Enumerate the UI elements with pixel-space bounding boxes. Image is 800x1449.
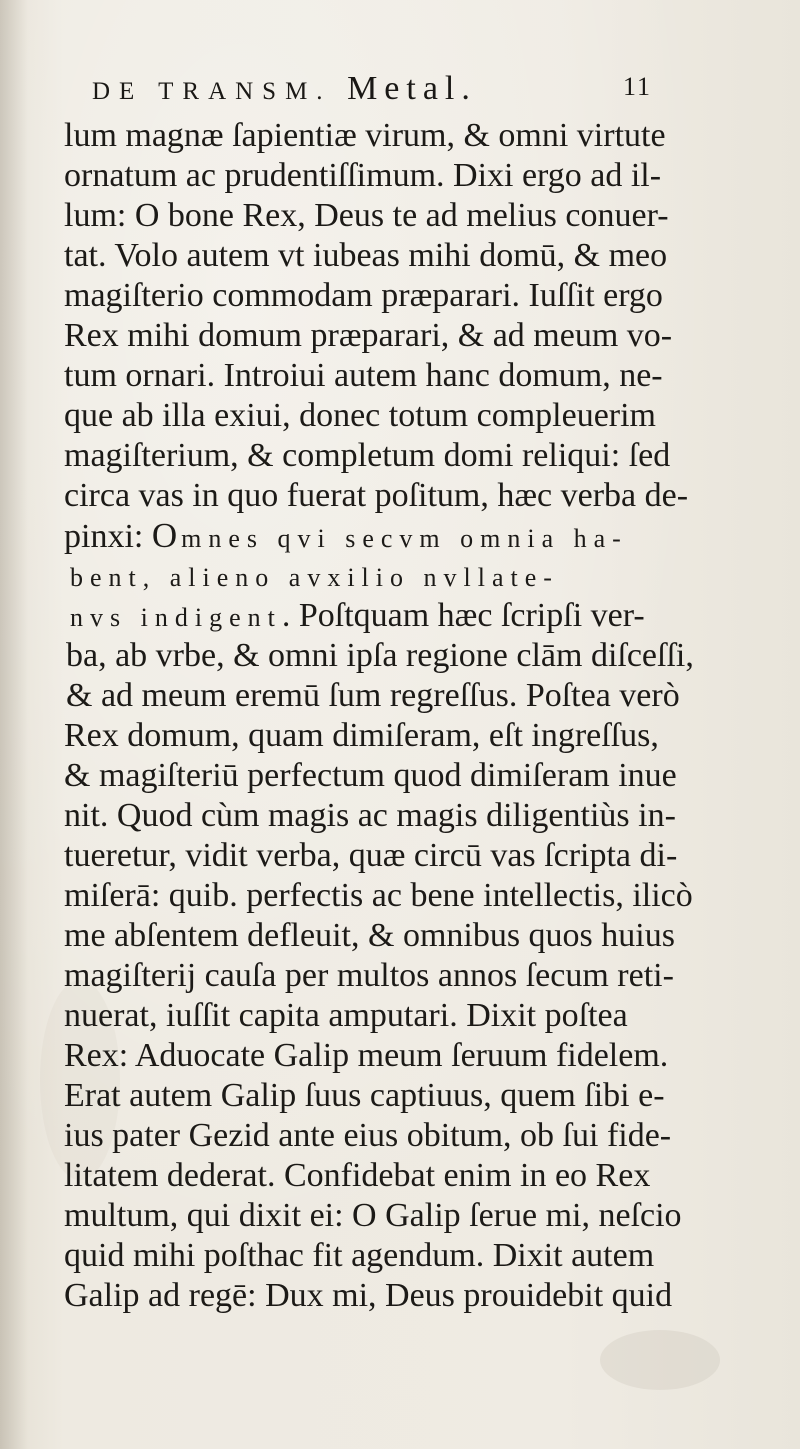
small-caps-text: mnes qvi secvm omnia ha- — [181, 524, 628, 553]
text-line: litatem dederat. Confidebat enim in eo Rex — [64, 1157, 651, 1194]
text-line: ius pater Gezid ante eius obitum, ob ſui fide- — [64, 1117, 672, 1154]
text-line: miſerā: quib. perfectis ac bene intellectis, ilicò — [64, 877, 693, 914]
text-line: tueretur, vidit verba, quæ circū vas ſcripta di- — [64, 837, 678, 874]
text-line: magiſterij cauſa per multos annos ſecum reti- — [64, 957, 674, 994]
small-caps-text: bent, alieno avxilio nvllate- — [70, 563, 559, 592]
text-line: Erat autem Galip ſuus captiuus, quem ſibi e- — [64, 1077, 665, 1114]
text-line: Rex domum, quam dimiſeram, eſt ingreſſus, — [64, 717, 659, 754]
text-line: me abſentem defleuit, & omnibus quos huius — [64, 917, 675, 954]
text-line: lum magnæ ſapientiæ virum, & omni virtute — [64, 117, 666, 154]
text-line: magiſterium, & completum domi reliqui: ſed — [64, 437, 671, 474]
text-line-small-caps — [70, 596, 645, 636]
text-line: tat. Volo autem vt iubeas mihi domū, & meo — [64, 237, 668, 274]
text-line: ba, ab vrbe, & omni ipſa regione clām diſceſſi, — [66, 637, 694, 674]
running-head — [92, 70, 652, 120]
text-line: Galip ad regē: Dux mi, Deus prouidebit quid — [64, 1277, 673, 1314]
text-line-small-caps — [64, 516, 628, 556]
running-head-prefix: DE TRANSM. — [92, 78, 332, 105]
text-line: lum: O bone Rex, Deus te ad melius conuer- — [64, 197, 669, 234]
text-line: multum, qui dixit ei: O Galip ſerue mi, neſcio — [64, 1197, 682, 1234]
text-line: quid mihi poſthac fit agendum. Dixit autem — [64, 1237, 655, 1274]
gutter-shadow — [0, 0, 28, 1449]
text-line: nuerat, iuſſit capita amputari. Dixit poſtea — [64, 997, 628, 1034]
initial-capital: O — [151, 516, 182, 555]
text-segment: . Poſtquam hæc ſcripſi ver- — [281, 597, 645, 634]
running-head-title: Metal. — [347, 70, 477, 107]
text-line: & magiſteriū perfectum quod dimiſeram inue — [64, 757, 677, 794]
page-number: 11 — [622, 72, 652, 101]
text-line: circa vas in quo fuerat poſitum, hæc verba de- — [64, 477, 689, 514]
text-line: Rex mihi domum præparari, & ad meum vo- — [64, 317, 673, 354]
text-line: que ab illa exiui, donec totum compleuerim — [64, 397, 656, 434]
text-segment: pinxi: — [64, 518, 152, 555]
text-line: tum ornari. Introiui autem hanc domum, ne- — [64, 357, 663, 394]
text-line: & ad meum eremū ſum regreſſus. Poſtea verò — [66, 677, 680, 714]
text-line: ornatum ac prudentiſſimum. Dixi ergo ad il- — [64, 157, 662, 194]
text-line: nit. Quod cùm magis ac magis diligentiùs in- — [64, 797, 676, 834]
text-line: magiſterio commodam præparari. Iuſſit ergo — [64, 277, 663, 314]
text-line-small-caps — [70, 556, 559, 596]
small-caps-text: nvs indigent — [70, 603, 282, 632]
text-line: Rex: Aduocate Galip meum ſeruum fidelem. — [64, 1037, 669, 1074]
paper-stain — [600, 1330, 720, 1390]
